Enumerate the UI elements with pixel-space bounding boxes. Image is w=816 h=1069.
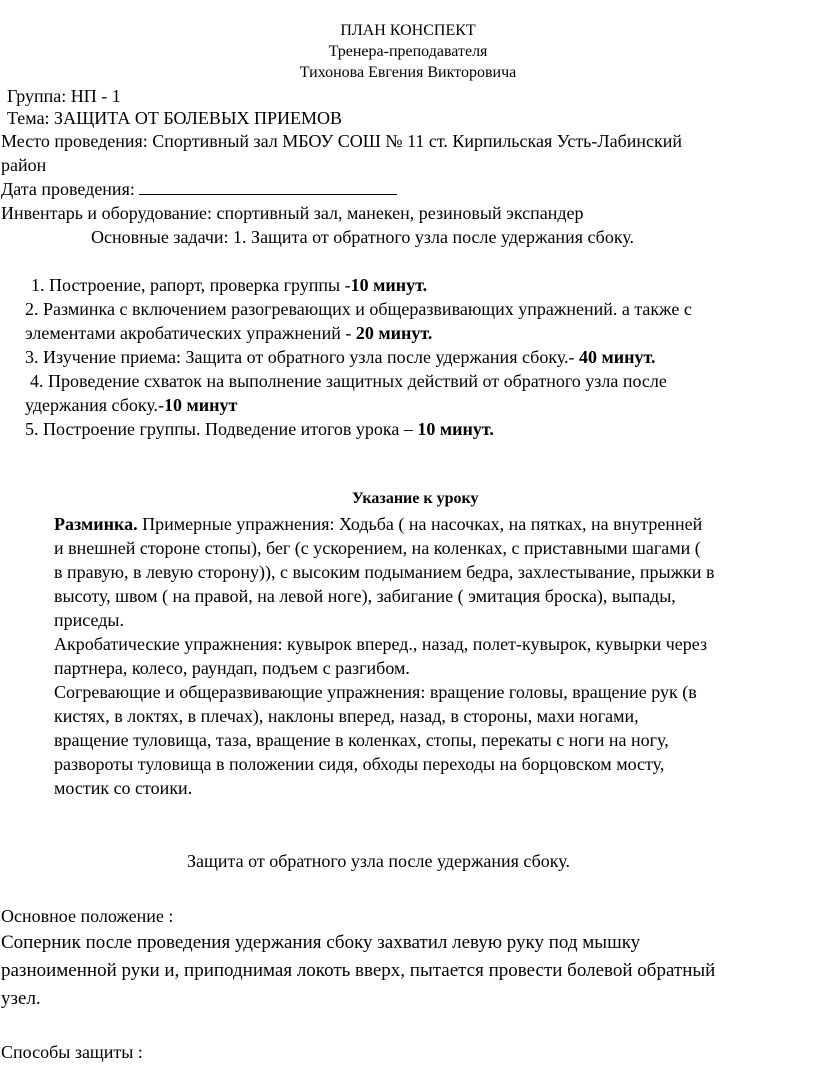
guidance-text: Примерные упражнения: Ходьба ( на насочках, на пятках, на внутренней <box>137 514 703 534</box>
guidance-line-2: в правую, в левую сторону)), с высоким подыманием бедра, захлестывание, прыжки в <box>54 562 715 582</box>
methods-label: Способы защиты : <box>1 1042 143 1062</box>
plan-item-2-line-2 <box>25 323 432 344</box>
description-line-1: разноименной руки и, приподнимая локоть вверх, пытается провести болевой обратный <box>1 960 716 981</box>
plan-item-1 <box>31 275 427 296</box>
place-line-2: район <box>1 155 47 175</box>
description-line-0: Соперник после проведения удержания сбоку захватил левую руку под мышку <box>1 932 641 953</box>
plan-item-4-line-2 <box>25 395 237 416</box>
technique-heading: Защита от обратного узла после удержания сбоку. <box>187 851 570 871</box>
plan-item-3-time: 40 минут. <box>579 347 656 367</box>
guidance-line-8: кистях, в локтях, в плечах), наклоны вперед, назад, в стороны, махи ногами, <box>54 706 639 726</box>
plan-item-5-text: 5. Построение группы. Подведение итогов урока – <box>25 419 418 439</box>
group-line: Группа: НП - 1 <box>7 86 121 106</box>
guidance-line-0 <box>54 514 702 535</box>
plan-item-3-text: 3. Изучение приема: Защита от обратного узла после удержания сбоку.- <box>25 347 580 367</box>
topic-line: Тема: ЗАЩИТА ОТ БОЛЕВЫХ ПРИЕМОВ <box>7 108 343 128</box>
guidance-line-5: Акробатические упражнения: кувырок вперед., назад, полет-кувырок, кувырки через <box>54 634 708 654</box>
guidance-heading-text: Указание к уроку <box>352 490 479 507</box>
guidance-line-11: мостик со стоики. <box>54 778 193 798</box>
guidance-line-3: высоту, швом ( на правой, на левой ноге), забигание ( эмитация броска), выпады, <box>54 586 676 606</box>
plan-item-1-time: 10 минут. <box>350 275 428 295</box>
guidance-line-6: партнера, колесо, раундап, подъем с разгибом. <box>54 658 410 678</box>
plan-item-5 <box>25 419 494 440</box>
plan-item-4-text: удержания сбоку.- <box>25 395 165 415</box>
guidance-line-10: развороты туловища в положении сидя, обходы переходы на борцовском мосту, <box>54 754 665 774</box>
date-label: Дата проведения: <box>1 179 140 199</box>
doc-author: Тихонова Евгения Викторовича <box>299 64 517 81</box>
plan-item-5-time: 10 минут. <box>417 419 494 439</box>
doc-role: Тренера-преподавателя <box>328 43 488 60</box>
place-line-1: Место проведения: Спортивный зал МБОУ СОШ № 11 ст. Кирпильская Усть-Лабинский <box>1 131 683 151</box>
tasks-line: Основные задачи: 1. Защита от обратного узла после удержания сбоку. <box>91 227 635 247</box>
position-label: Основное положение : <box>1 906 174 926</box>
guidance-line-9: вращение туловища, таза, вращение в коленках, стопы, перекаты с ноги на ногу, <box>54 730 669 750</box>
guidance-heading <box>352 490 478 508</box>
guidance-line-7: Согревающие и общеразвивающие упражнения: вращение головы, вращение рук (в <box>54 682 697 702</box>
warmup-label: Разминка. <box>54 514 138 534</box>
plan-item-2-line-1: 2. Разминка с включением разогревающих и общеразвивающих упражнений. а также с <box>25 299 692 319</box>
date-line <box>1 179 397 200</box>
plan-item-3 <box>25 347 656 368</box>
equipment-line: Инвентарь и оборудование: спортивный зал, манекен, резиновый экспандер <box>1 203 584 223</box>
guidance-line-1: и внешней стороне стопы), бег (с ускорением, на коленках, с приставными шагами ( <box>54 538 701 558</box>
plan-item-4-line-1: 4. Проведение схваток на выполнение защитных действий от обратного узла после <box>30 371 667 391</box>
date-blank-field <box>139 180 397 195</box>
doc-title: ПЛАН КОНСПЕКТ <box>340 22 476 39</box>
plan-item-1-text: 1. Построение, рапорт, проверка группы - <box>31 275 351 295</box>
guidance-line-4: приседы. <box>54 610 124 630</box>
plan-item-2-time: 20 минут. <box>355 323 433 343</box>
plan-item-2-text: элементами акробатических упражнений - <box>25 323 356 343</box>
plan-item-4-time: 10 минут <box>164 395 238 415</box>
description-line-2: узел. <box>1 988 41 1009</box>
